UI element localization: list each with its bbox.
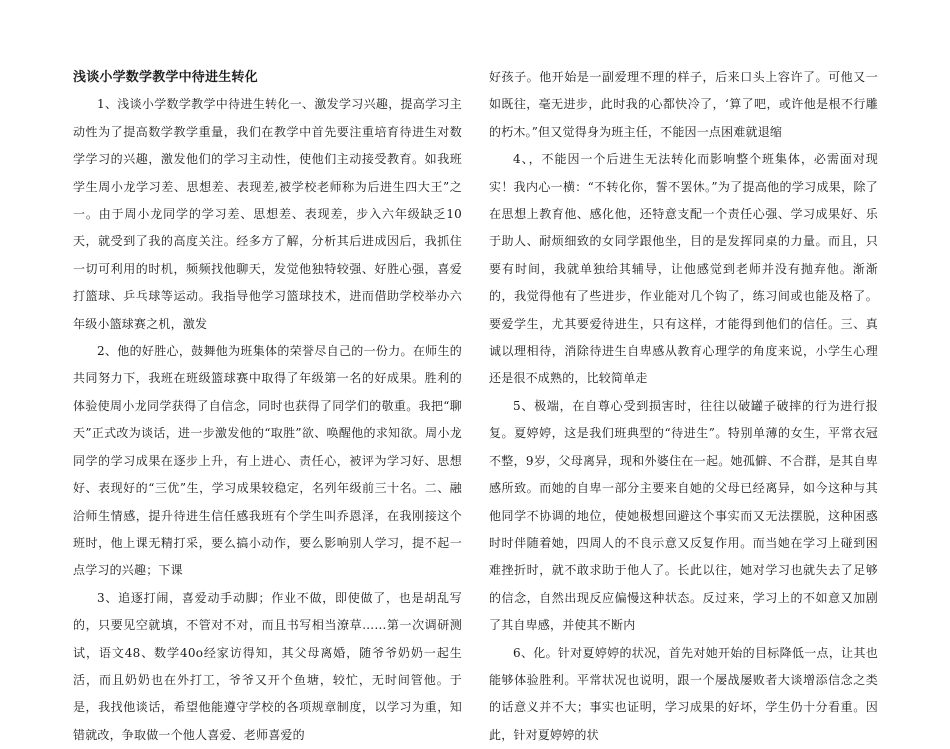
paragraph-4: 4、，不能因一个后进生无法转化而影响整个班集体，必需面对现实！我内心一横：“不转化你，誓不罢休。”为了提高他的学习成果，除了在思想上教育他、感化他，还特意支配一个责任心强、学习成果好、乐于助人、耐烦细致的女同学跟他坐，目的是发挥同桌的力量。而且，只要有时间，我就单独给其辅导，让他感觉到老师并没有抛弃他。渐渐的，我觉得他有了些进步，作业能对几个钩了，练习间或也能及格了。要爱学生，尤其要爱待进生，只有这样，才能得到他们的信任。三、真诚以理相待，消除待进生自卑感从教育心理学的角度来说，小学生心理还是很不成熟的，比较简单走 [489,152,878,386]
document-title: 浅谈小学数学教学中待进生转化 [73,70,258,85]
paragraph-3-continued: 好孩子。他开始是一副爱理不理的样子，后来口头上容许了。可他又一如既往，毫无进步，此时我的心都快冷了，‘算了吧，或许他是根不行雕的朽木。”但又觉得身为班主任，不能因一点困难就退缩 [489,70,878,139]
right-column [489,64,878,749]
paragraph-5: 5、极端，在自尊心受到损害时，往往以破罐子破摔的行为进行报复。夏婷婷，这是我们班典型的“待进生”。特别单薄的女生，平常衣冠不整，9岁，父母离异，现和外婆住在一起。她孤僻、不合群，是其自卑感所致。而她的自卑一部分主要来自她的父母已经离异，如今这种与其他同学不协调的地位，使她极想回避这个事实而又无法摆脱，这种困惑时时伴随着她，四周人的不良示意又反复作用。而当她在学习上碰到困难挫折时，就不敢求助于他人了。长此以往，她对学习也就失去了足够的信念，自然出现反应偏慢这种状态。反过来，学习上的不如意又加剧了其自卑感，并使其不断内 [489,398,878,633]
left-column [73,64,462,749]
paragraph-1: 1、浅谈小学数学教学中待进生转化一、激发学习兴趣，提高学习主动性为了提高数学教学重量，我们在教学中首先要注重培育待进生对数学学习的兴趣，激发他们的学习主动性，使他们主动接受教育。如我班学生周小龙学习差、思想差、表现差,被学校老师称为后进生四大王”之一。由于周小龙同学的学习差、思想差、表现差，步入六年级缺乏10天，就受到了我的高度关注。经多方了解，分析其后进成因后，我抓住一切可利用的时机，频频找他聊天，发觉他独特较强、好胜心强，喜爱打篮球、乒乓球等运动。我指导他学习篮球技术，进而借助学校举办六年级小篮球赛之机，激发 [73,97,462,331]
paragraph-2: 2、他的好胜心，鼓舞他为班集体的荣誉尽自己的一份力。在师生的共同努力下，我班在班级篮球赛中取得了年级第一名的好成果。胜利的体验使周小龙同学获得了自信念，同时也获得了同学们的敬重。我把“聊天”正式改为谈话，进一步激发他的“取胜”欲、唤醒他的求知欲。周小龙同学的学习成果在逐步上升，有上进心、责任心，被评为学习好、思想好、表现好的“三优”生，学习成果较稳定，名列年级前三十名。二、融洽师生情感，提升待进生信任感我班有个学生叫乔恩泽，在我刚接这个班时，他上课无精打采，要么搞小动作，要么影响别人学习，提不起一点学习的兴趣；下课 [73,344,462,578]
paragraph-3: 3、追逐打闹，喜爱动手动脚；作业不做，即使做了，也是胡乱写的，只要见空就填，不管对不对，而且书写相当潦草……第一次调研测试，语文48、数学40o经家访得知，其父母离婚，随爷爷奶奶一起生活，而且奶奶也在外打工，爷爷又开个鱼塘，较忙，无时间管他。于是，我找他谈话，希望他能遵守学校的各项规章制度，以学习为重，知错就改，争取做一个他人喜爱、老师喜爱的 [73,590,462,742]
paragraph-6: 6、化。针对夏婷婷的状况，首先对她开始的目标降低一点，让其也能够体验胜利。平常状况也说明，跟一个屡战屡败者大谈增添信念之类的话意义并不大；事实也证明，学习成果的好坏，学生仍十分看重。因此，针对夏婷婷的状 [489,645,878,742]
